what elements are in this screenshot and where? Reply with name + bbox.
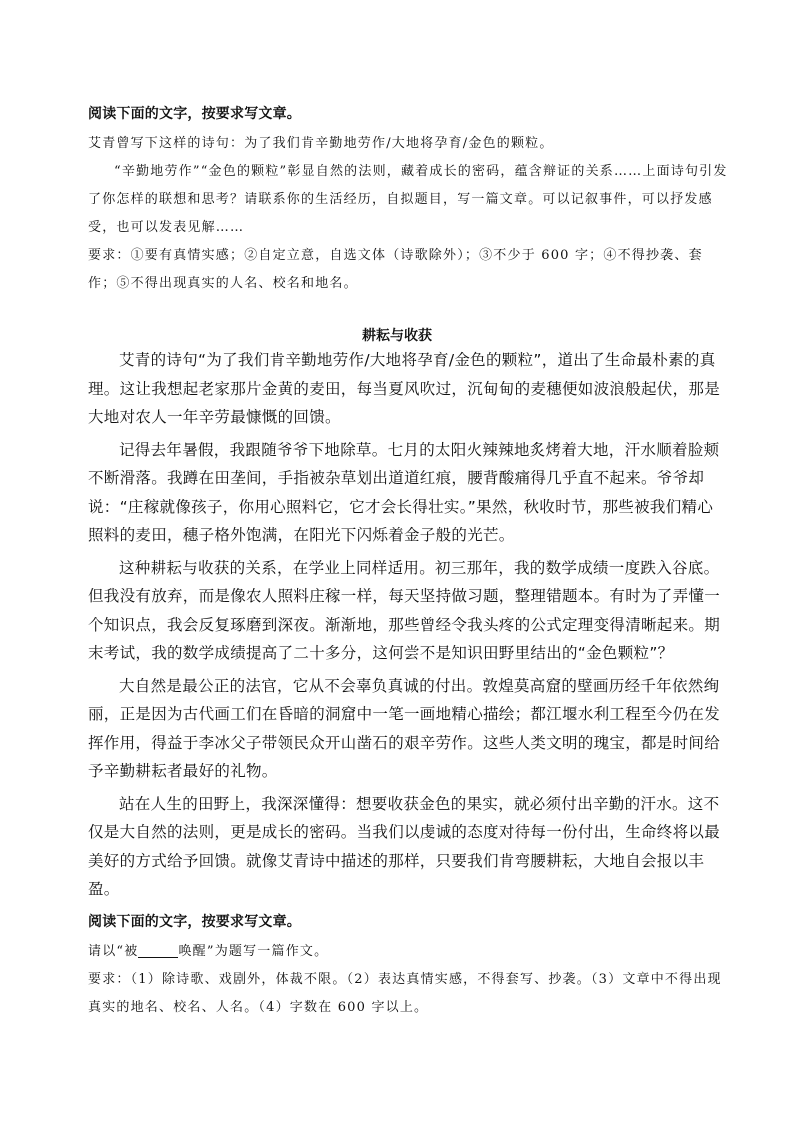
prompt1-requirements: 要求：①要有真情实感；②自定立意，自选文体（诗歌除外）；③不少于 600 字；④不得抄袭、套作；⑤不得出现真实的人名、校名和地名。 <box>88 248 703 291</box>
prompt2-text <box>88 938 728 1022</box>
essay-body <box>88 346 728 908</box>
prompt1-body: “辛勤地劳作”“金色的颗粒”彰显自然的法则，藏着成长的密码，蕴含辩证的关系……上面诗句引发了你怎样的联想和思考？请联系你的生活经历，自拟题目，写一篇文章。可以记叙事件，可以抒发感受，也可以发表见解…… <box>88 164 728 235</box>
title-blank <box>138 943 178 958</box>
essay-paragraph: 这种耕耘与收获的关系，在学业上同样适用。初三那年，我的数学成绩一度跌入谷底。但我没有放弃，而是像农人照料庄稼一样，每天坚持做习题，整理错题本。有时为了弄懂一个知识点，我会反复琢磨到深夜。渐渐地，那些曾经令我头疼的公式定理变得清晰起来。期末考试，我的数学成绩提高了二十多分，这何尝不是知识田野里结出的“金色颗粒”？ <box>88 558 721 662</box>
prompt1-intro: 艾青曾写下这样的诗句：为了我们肯辛勤地劳作/大地将孕育/金色的颗粒。 <box>88 136 554 151</box>
prompt2-requirements: 要求：（1）除诗歌、戏剧外，体裁不限。（2）表达真情实感，不得套写、抄袭。（3）文章中不得出现真实的地名、校名、人名。（4）字数在 600 字以上。 <box>88 972 722 1015</box>
essay-paragraph: 站在人生的田野上，我深深懂得：想要收获金色的果实，就必须付出辛勤的汗水。这不仅是大自然的法则，更是成长的密码。当我们以虔诚的态度对待每一份付出，生命终将以最美好的方式给予回馈。就像艾青诗中描述的那样，只要我们肯弯腰耕耘，大地自会报以丰盈。 <box>88 794 721 898</box>
prompt2-heading: 阅读下面的文字，按要求写文章。 <box>88 914 301 930</box>
essay-paragraph: 艾青的诗句“为了我们肯辛勤地劳作/大地将孕育/金色的颗粒”，道出了生命最朴素的真理。这让我想起老家那片金黄的麦田，每当夏风吹过，沉甸甸的麦穗便如波浪般起伏，那是大地对农人一年辛劳最慷慨的回馈。 <box>88 351 721 426</box>
essay-paragraph: 大自然是最公正的法官，它从不会辜负真诚的付出。敦煌莫高窟的壁画历经千年依然绚丽，正是因为古代画工们在昏暗的洞窟中一笔一画地精心描绘；都江堰水利工程至今仍在发挥作用，得益于李冰父子带领民众开山凿石的艰辛劳作。这些人类文明的瑰宝，都是时间给予辛勤耕耘者最好的礼物。 <box>88 676 721 780</box>
prompt1-text <box>88 130 728 298</box>
essay-paragraph: 记得去年暑假，我跟随爷爷下地除草。七月的太阳火辣辣地炙烤着大地，汗水顺着脸颊不断滑落。我蹲在田垄间，手指被杂草划出道道红痕，腰背酸痛得几乎直不起来。爷爷却说：“庄稼就像孩子，你用心照料它，它才会长得壮实。”果然，秋收时节，那些被我们精心照料的麦田，穗子格外饱满，在阳光下闪烁着金子般的光芒。 <box>88 440 720 544</box>
prompt1-heading: 阅读下面的文字，按要求写文章。 <box>88 106 301 122</box>
prompt2-topic <box>88 938 728 966</box>
essay-title: 耕耘与收获 <box>362 328 432 344</box>
prompt2-topic-before: 请以“被 <box>88 944 139 959</box>
prompt2-topic-after: 唤醒”为题写一篇作文。 <box>178 944 329 959</box>
